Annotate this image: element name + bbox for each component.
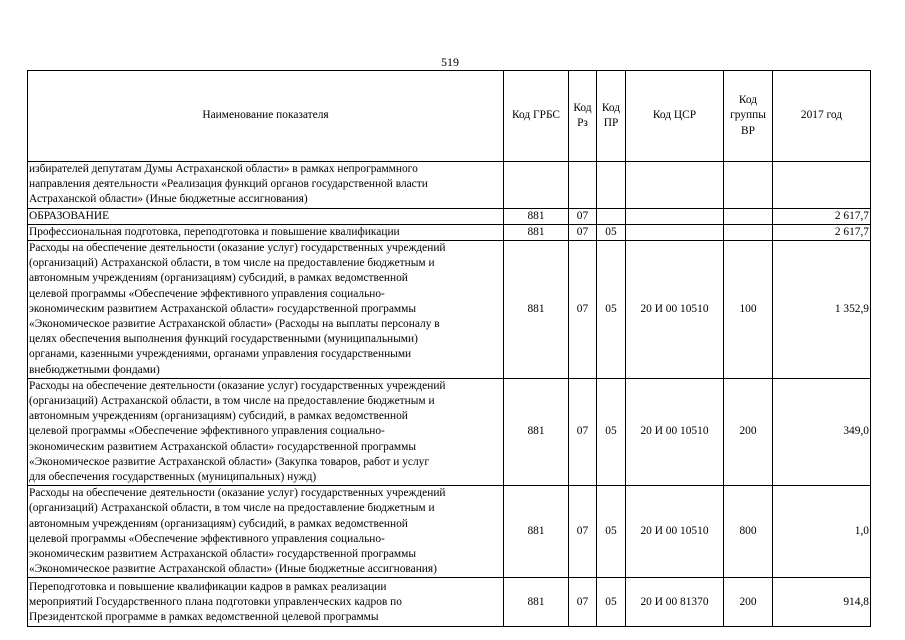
row-pr [597,208,626,224]
row-pr: 05 [597,378,626,485]
header-name: Наименование показателя [28,71,504,162]
row-vr: 100 [724,241,773,379]
row-amount: 2 617,7 [773,208,871,224]
header-csr: Код ЦСР [626,71,724,162]
row-grbs [504,162,569,209]
table-row [28,486,871,578]
table-header-row [28,71,871,162]
row-rz: 07 [569,224,597,240]
row-grbs: 881 [504,578,569,627]
row-rz: 07 [569,486,597,578]
table-row [28,578,871,627]
row-grbs: 881 [504,208,569,224]
row-pr: 05 [597,578,626,627]
row-grbs: 881 [504,241,569,379]
row-csr: 20 И 00 81370 [626,578,724,627]
table-row [28,241,871,379]
header-year: 2017 год [773,71,871,162]
row-vr [724,208,773,224]
row-vr: 200 [724,578,773,627]
row-vr: 200 [724,378,773,485]
header-rz: Код Рз [569,71,597,162]
row-pr: 05 [597,486,626,578]
row-pr: 05 [597,224,626,240]
row-rz: 07 [569,378,597,485]
row-csr: 20 И 00 10510 [626,378,724,485]
row-grbs: 881 [504,224,569,240]
row-name: Переподготовка и повышение квалификации кадров в рамках реализации мероприятий Государственного плана подготовки управленческих кадров по Президентской программе в рамках ведомственной целевой программы [28,578,504,627]
row-rz: 07 [569,208,597,224]
header-grbs: Код ГРБС [504,71,569,162]
table-row [28,208,871,224]
row-csr [626,208,724,224]
row-grbs: 881 [504,378,569,485]
row-amount: 349,0 [773,378,871,485]
row-amount [773,162,871,209]
row-name: Расходы на обеспечение деятельности (оказание услуг) государственных учреждений (организаций) Астраханской области, в том числе на предоставление бюджетным и автономным учреждениям (организациям) субсидий, в рамках ведомственной целевой программы «Обеспечение эффективного управления социально- экономическим развитием Астраханской области» государственной программы «Экономическое развитие Астраханской области» (Иные бюджетные ассигнования) [28,486,504,578]
table-row [28,162,871,209]
row-vr: 800 [724,486,773,578]
row-name: Расходы на обеспечение деятельности (оказание услуг) государственных учреждений (организаций) Астраханской области, в том числе на предоставление бюджетным и автономным учреждениям (организациям) субсидий, в рамках ведомственной целевой программы «Обеспечение эффективного управления социально- экономическим развитием Астраханской области» государственной программы «Экономическое развитие Астраханской области» (Закупка товаров, работ и услуг для обеспечения государственных (муниципальных) нужд) [28,378,504,485]
budget-table [27,70,871,627]
row-name: ОБРАЗОВАНИЕ [28,208,504,224]
row-csr: 20 И 00 10510 [626,486,724,578]
row-pr [597,162,626,209]
row-csr: 20 И 00 10510 [626,241,724,379]
row-amount: 1 352,9 [773,241,871,379]
row-vr [724,224,773,240]
row-pr: 05 [597,241,626,379]
header-vr: Код группы ВР [724,71,773,162]
row-vr [724,162,773,209]
row-name: Расходы на обеспечение деятельности (оказание услуг) государственных учреждений (организаций) Астраханской области, в том числе на предоставление бюджетным и автономным учреждениям (организациям) субсидий, в рамках ведомственной целевой программы «Обеспечение эффективного управления социально- экономическим развитием Астраханской области» государственной программы «Экономическое развитие Астраханской области» (Расходы на выплаты персоналу в целях обеспечения выполнения функций государственными (муниципальными) органами, казенными учреждениями, органами управления государственными внебюджетными фондами) [28,241,504,379]
row-amount: 1,0 [773,486,871,578]
header-pr: Код ПР [597,71,626,162]
row-grbs: 881 [504,486,569,578]
row-rz: 07 [569,578,597,627]
page-number: 519 [441,55,459,69]
row-amount: 914,8 [773,578,871,627]
row-name: Профессиональная подготовка, переподготовка и повышение квалификации [28,224,504,240]
row-csr [626,162,724,209]
row-rz: 07 [569,241,597,379]
row-amount: 2 617,7 [773,224,871,240]
row-name: избирателей депутатам Думы Астраханской области» в рамках непрограммного направления деятельности «Реализация функций органов государственной власти Астраханской области» (Иные бюджетные ассигнования) [28,162,504,209]
table-row [28,378,871,485]
row-rz [569,162,597,209]
table-row [28,224,871,240]
row-csr [626,224,724,240]
